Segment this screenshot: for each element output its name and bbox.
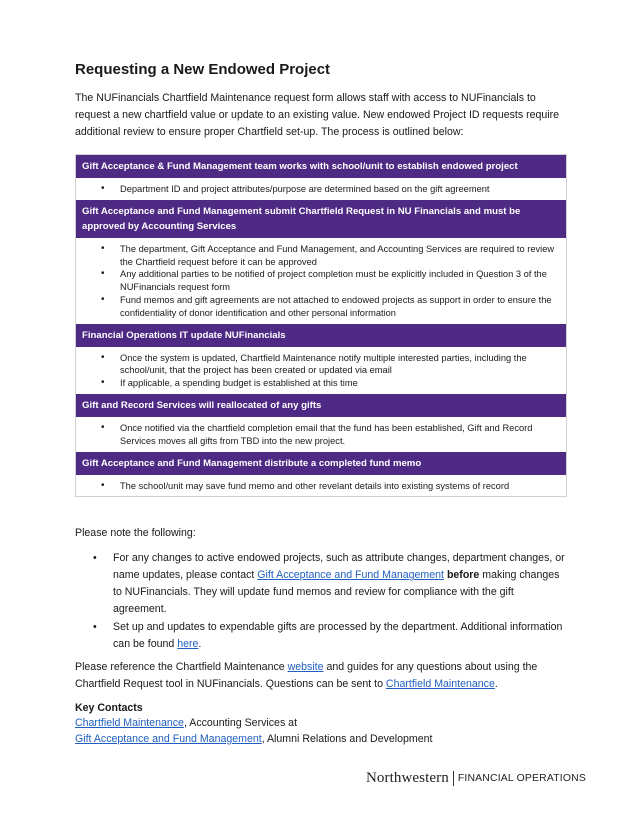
notes-list: [75, 550, 565, 653]
gift-acceptance-link[interactable]: Gift Acceptance and Fund Management: [257, 569, 444, 582]
step-bullet: • Fund memos and gift agreements are not attached to endowed projects as support in order to ensure the confidentiality of donor identification and other personal information: [120, 294, 560, 320]
step-header: Gift Acceptance & Fund Management team works with school/unit to establish endowed project: [76, 155, 566, 178]
contact-line: Gift Acceptance and Fund Management, Alumni Relations and Development: [75, 732, 433, 745]
step-body: [76, 475, 566, 497]
step-bullet: • Department ID and project attributes/purpose are determined based on the gift agreement: [120, 183, 560, 196]
step-body: [76, 178, 566, 200]
step-body: [76, 417, 566, 452]
step-body: [76, 347, 566, 394]
footer-logo: [366, 770, 586, 787]
step-header: Financial Operations IT update NUFinancials: [76, 324, 566, 347]
key-contacts-title: Key Contacts: [75, 702, 143, 715]
process-table: [75, 154, 567, 497]
step-header: Gift Acceptance and Fund Management distribute a completed fund memo: [76, 452, 566, 475]
contact-line: Chartfield Maintenance, Accounting Services at: [75, 717, 298, 730]
emphasis-before: before: [446, 569, 480, 582]
step-bullet: • Any additional parties to be notified of project completion must be explicitly included in Question 3 of the NUFinancials request form: [120, 268, 560, 294]
website-link[interactable]: website: [287, 661, 324, 674]
notes-lead: Please note the following:: [75, 527, 196, 540]
step-bullet: • The department, Gift Acceptance and Fund Management, and Accounting Services are required to review the Chartfield request before it can be approved: [120, 243, 560, 269]
page-title: Requesting a New Endowed Project: [75, 61, 331, 78]
document-page: [75, 60, 565, 747]
step-bullet: • Once the system is updated, Chartfield Maintenance notify multiple interested parties, including the school/unit, that the project has been created or updated via email: [120, 352, 560, 378]
northwestern-wordmark: Northwestern: [366, 770, 449, 786]
here-link[interactable]: here: [177, 638, 199, 651]
step-header: Gift Acceptance and Fund Management submit Chartfield Request in NU Financials and must be approved by Accounting Services: [76, 200, 566, 238]
chartfield-maintenance-link[interactable]: Chartfield Maintenance: [385, 678, 495, 691]
note-item: • Set up and updates to expendable gifts are processed by the department. Additional information can be found here.: [113, 619, 565, 653]
step-bullet: • Once notified via the chartfield completion email that the fund has been established, Gift and Record Services moves all gifts from TBD into the new project.: [120, 422, 560, 448]
financial-operations-wordmark: FINANCIAL OPERATIONS: [457, 773, 586, 784]
step-bullet: • The school/unit may save fund memo and other revelant details into existing systems of record: [120, 480, 560, 493]
step-header: Gift and Record Services will reallocated of any gifts: [76, 394, 566, 417]
step-body: [76, 238, 566, 324]
reference-paragraph: Please reference the Chartfield Maintenance website and guides for any questions about using the Chartfield Request tool in NUFinancials. Questions can be sent to Chartfield Maintenance.: [75, 661, 538, 691]
step-bullet: • If applicable, a spending budget is established at this time: [120, 377, 560, 390]
contact-chartfield-link[interactable]: Chartfield Maintenance: [75, 717, 184, 730]
note-item: • For any changes to active endowed projects, such as attribute changes, department changes, or name updates, please contact Gift Acceptance and Fund Management before making changes to NUFinancials. They will update fund memos and review for compliance with the gift agreement.: [113, 550, 565, 618]
intro-paragraph: The NUFinancials Chartfield Maintenance request form allows staff with access to NUFinancials to request a new chartfield value or update to an existing value. New endowed Project ID requests require additional review to ensure proper Chartfield set-up. The process is outlined below:: [75, 92, 560, 138]
contact-gift-acceptance-link[interactable]: Gift Acceptance and Fund Management: [75, 732, 262, 745]
logo-divider: [453, 771, 454, 786]
